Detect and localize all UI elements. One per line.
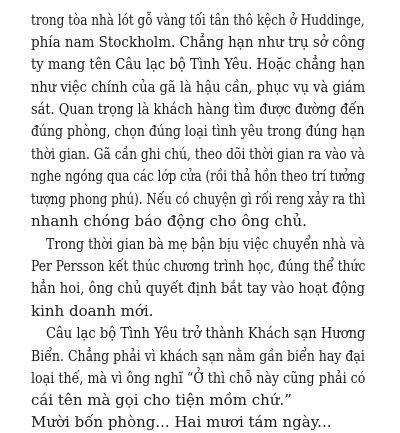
text-line: ty mang tên Câu lạc bộ Tình Yêu. Hoặc chẳng hạn (31, 55, 366, 73)
text-line: đúng phòng, chọn đúng loại tình yêu trong đúng hạn (31, 122, 366, 140)
paragraph-start-line: Câu lạc bộ Tình Yêu trở thành Khách sạn Hương (46, 324, 366, 342)
text-line: sát. Quan trọng là khách hàng tìm được đường đến (31, 100, 365, 118)
text-line: trong tòa nhà lót gỗ vàng tối tân thô kệch ở Huddinge, (31, 11, 365, 29)
text-line: hẳn hoi, ông chủ quyết định bắt tay vào hoạt động (31, 279, 365, 297)
text-line: tượng phong phú). Nếu có chuyện gì rối reng xảy ra thì (31, 190, 366, 208)
text-line: nghe ngóng qua các lớp cửa (rồi thả hồn theo trí tưởng (31, 167, 365, 185)
text-line: thời gian. Gã cần ghi chú, theo dõi thời gian ra vào và (31, 145, 365, 163)
text-line: phía nam Stockholm. Chẳng hạn như trụ sở công (31, 33, 366, 51)
text-line: cái tên mà gọi cho tiện mồm chứ.” (31, 391, 292, 409)
text-line: như việc chính của gã là hậu cần, phục vụ và giám (31, 78, 366, 96)
text-line: Biển. Chẳng phải vì khách sạn nằm gần biển hay đại (31, 347, 365, 365)
text-line: loại thế, mà vì ông nghĩ “Ở thì chỗ này cũng phải có (31, 369, 366, 387)
text-line: nhanh chóng báo động cho ông chủ. (31, 212, 307, 230)
partial-text-line: Mười bốn phòng... Hai mươi tám ngày... (31, 413, 332, 431)
text-line: kinh doanh mới. (31, 302, 154, 320)
paragraph-start-line: Trong thời gian bà mẹ bận bịu việc chuyển nhà và (46, 235, 365, 253)
text-line: Per Persson kết thúc chương trình học, đúng thể thức (31, 257, 366, 275)
